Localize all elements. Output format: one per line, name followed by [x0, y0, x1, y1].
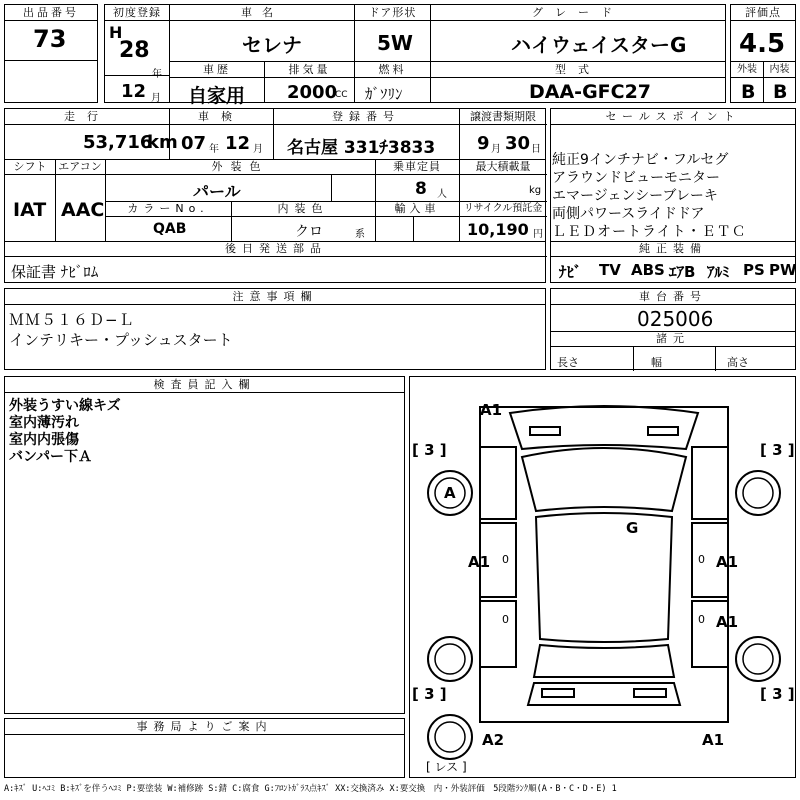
grade: ハイウェイスターG	[511, 33, 687, 57]
notes-line: ＭＭ５１６Ｄ−Ｌ	[9, 311, 135, 329]
equipment-item: PW	[769, 261, 797, 279]
mark-front: A1	[480, 401, 503, 419]
interior-label: 内装	[764, 62, 795, 78]
sales-point: 純正9インチナビ・フルセグ	[552, 152, 729, 168]
transfer-day: 30	[505, 133, 531, 154]
mark-zero: 0	[698, 613, 705, 626]
model: DAA-GFC27	[529, 81, 652, 103]
exterior-cell	[730, 61, 764, 103]
right-front-fender	[692, 447, 728, 519]
interior-color-suffix: 系	[355, 229, 365, 240]
history: 自家用	[188, 85, 246, 107]
chassis-number: 025006	[637, 307, 714, 331]
sales-point: エマージェンシーブレーキ	[552, 188, 718, 204]
displacement-cell	[264, 61, 355, 103]
left-rear-door	[480, 601, 516, 667]
left-front-fender	[480, 447, 516, 519]
sales-point: ＬＥＤオートライト・ＥＴＣ	[552, 224, 747, 240]
import-label: 輸入車	[375, 201, 459, 217]
inspection-label: 車検	[169, 109, 273, 125]
mark-zero: 0	[502, 553, 509, 566]
sales-points-label: セールスポイント	[551, 109, 795, 125]
door-cell	[354, 4, 431, 62]
notes-block	[4, 288, 546, 370]
lot-number-cell	[4, 4, 98, 61]
car-name-cell	[169, 4, 355, 62]
reg-month-unit: 月	[151, 93, 161, 104]
displacement: 2000	[287, 82, 338, 103]
ac-label: エアコン	[55, 159, 105, 175]
later-parts: 保証書 ﾅﾋﾞﾛﾑ	[11, 263, 99, 281]
interior-cell	[763, 61, 796, 103]
interior-grade: B	[773, 81, 788, 103]
rear-bumper-outline	[528, 683, 680, 705]
mark-right-rear-door: A1	[716, 613, 739, 631]
insp-year: 07	[181, 133, 207, 154]
legend: A:ｷｽﾞ U:ﾍｺﾐ B:ｷｽﾞを伴うﾍｺﾐ P:要塗装 W:補修跡 S:錆 C:腐食 G:ﾌﾛﾝﾄｶﾞﾗｽ点ｷｽﾞ XX:交換済み X:要交換 内・外装評価 5段階ﾗﾝｸ順(A・B・C・D・E) 1	[4, 784, 617, 794]
rear-lamp-right	[634, 689, 666, 697]
ac: AAC	[61, 199, 105, 221]
mark-rear-right: A1	[702, 731, 725, 749]
vehicle-info-block	[4, 108, 546, 283]
body-outline	[480, 407, 728, 722]
front-lamp-left	[530, 427, 560, 435]
door-type: 5W	[377, 31, 413, 55]
color: パール	[193, 182, 241, 201]
notes-label: 注意事項欄	[5, 289, 545, 305]
chassis-label: 車台番号	[551, 289, 795, 305]
first-reg-cell	[104, 4, 170, 103]
transfer-month-unit: 月	[491, 144, 501, 155]
cc-unit: CC	[335, 90, 348, 100]
km-unit: km	[147, 132, 178, 153]
score: 4.5	[739, 29, 786, 59]
damage-diagram	[409, 376, 796, 778]
inspector-line: 外装うすい線キズ	[9, 398, 121, 414]
color-label: 外装色	[105, 159, 375, 175]
insp-year-unit: 年	[209, 144, 219, 155]
first-reg-label: 初度登録	[105, 5, 169, 21]
windshield-outline	[522, 448, 686, 511]
lot-number: 73	[33, 25, 67, 53]
car-name: セレナ	[242, 33, 302, 57]
plate-label: 登録番号	[273, 109, 459, 125]
equipment-item: ABS	[631, 261, 665, 279]
color-no: QAB	[153, 221, 187, 237]
reg-year: 28	[119, 38, 150, 63]
mark-front-left-tire: A	[444, 484, 456, 502]
car-outline-diagram	[410, 377, 795, 777]
mileage-label: 走行	[5, 109, 169, 125]
fuel-label: 燃料	[355, 62, 430, 78]
grade-cell	[430, 4, 726, 62]
history-cell	[169, 61, 265, 107]
transfer-day-unit: 日	[531, 144, 541, 155]
yen-unit: 円	[533, 229, 543, 240]
roof-outline	[536, 513, 672, 642]
capacity: 8	[415, 179, 427, 199]
length-label: 長さ	[557, 356, 579, 369]
shift-label: シフト	[5, 159, 55, 175]
tire-grade-rear-right: [ 3 ]	[760, 685, 795, 703]
equipment-item: PS	[743, 261, 765, 279]
mark-rear-left: A2	[482, 731, 505, 749]
insp-month: 12	[225, 133, 251, 154]
sales-points-block	[550, 108, 796, 283]
notes-line: インテリキー・プッシュスタート	[9, 331, 233, 349]
office-block	[4, 718, 405, 778]
chassis-block	[550, 288, 796, 370]
mark-zero: 0	[698, 553, 705, 566]
model-cell	[430, 61, 726, 103]
rear-glass-outline	[534, 645, 674, 677]
sales-point: 両側パワースライドドア	[552, 206, 705, 222]
inspector-label: 検査員記入欄	[5, 377, 404, 393]
recycle: 10,190	[467, 220, 529, 239]
equipment-item: ｴｱB	[669, 263, 696, 281]
inspector-line: バンパー下Ａ	[9, 449, 93, 465]
equipment-item: ｱﾙﾐ	[707, 263, 730, 281]
spare-tire-label: [ レス ]	[426, 760, 467, 774]
car-name-label: 車名	[170, 5, 354, 21]
lot-empty-cell	[4, 60, 98, 103]
sales-point: アラウンドビューモニター	[552, 170, 720, 186]
reg-month: 12	[121, 81, 147, 102]
equipment-label: 純正装備	[551, 241, 795, 257]
dims-label: 諸元	[551, 331, 795, 347]
transfer-month: 9	[477, 133, 490, 154]
exterior-grade: B	[741, 81, 756, 103]
tire-grade-front-left: [ 3 ]	[412, 441, 447, 459]
capacity-label: 乗車定員	[375, 159, 459, 175]
mark-zero: 0	[502, 613, 509, 626]
mileage: 53,716	[83, 132, 153, 153]
tire-grade-rear-left: [ 3 ]	[412, 685, 447, 703]
insp-month-unit: 月	[253, 144, 263, 155]
load-unit: kg	[529, 185, 542, 196]
capacity-unit: 人	[437, 189, 447, 200]
equipment-item: ﾅﾋﾞ	[559, 263, 582, 281]
right-rear-door	[692, 601, 728, 667]
color-no-label: カラーNo.	[105, 201, 231, 217]
displacement-label: 排気量	[265, 62, 354, 78]
office-label: 事務局よりご案内	[5, 719, 404, 735]
inspector-block	[4, 376, 405, 714]
later-parts-label: 後日発送部品	[5, 241, 547, 257]
header-block	[4, 4, 796, 107]
fuel-cell	[354, 61, 431, 103]
door-label: ドア形状	[355, 5, 430, 21]
reg-year-unit: 年	[152, 69, 162, 80]
lot-number-label: 出品番号	[5, 5, 97, 21]
shift: IAT	[13, 199, 47, 221]
inspector-line: 室内内張傷	[9, 432, 79, 448]
exterior-label: 外装	[731, 62, 763, 78]
mark-right-front-door: A1	[716, 553, 739, 571]
front-lamp-right	[648, 427, 678, 435]
mark-roof: G	[626, 519, 639, 537]
height-label: 高さ	[727, 356, 749, 369]
interior-color-label: 内装色	[231, 201, 375, 217]
plate: 名古屋 331ﾁ3833	[287, 138, 436, 158]
model-label: 型式	[431, 62, 725, 78]
width-label: 幅	[651, 356, 662, 369]
interior-color: クロ	[295, 224, 323, 240]
reg-era: H	[109, 23, 123, 42]
history-label: 車歴	[170, 62, 264, 78]
recycle-label: リサイクル預託金	[459, 201, 547, 217]
inspector-line: 室内薄汚れ	[9, 415, 79, 431]
grade-label: グレード	[431, 5, 725, 21]
tire-grade-front-right: [ 3 ]	[760, 441, 795, 459]
transfer-label: 譲渡書類期限	[459, 109, 547, 125]
load-label: 最大積載量	[459, 159, 547, 175]
score-label: 評価点	[731, 5, 795, 21]
mark-left-door: A1	[468, 553, 491, 571]
equipment-item: TV	[599, 261, 621, 279]
fuel: ｶﾞｿﾘﾝ	[365, 85, 403, 103]
rear-lamp-left	[542, 689, 574, 697]
score-cell	[730, 4, 796, 62]
